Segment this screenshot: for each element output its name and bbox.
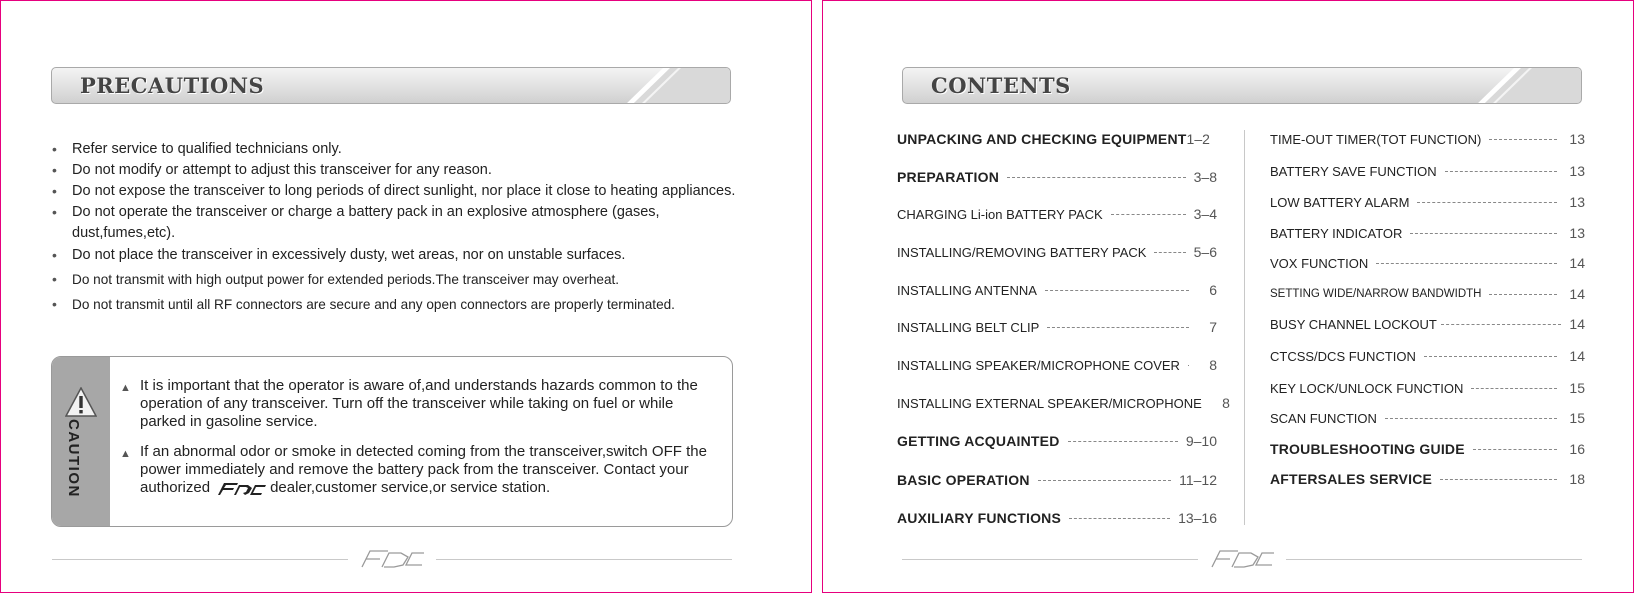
toc-entry-page: 9–10 bbox=[1185, 433, 1217, 449]
fdc-logo-icon bbox=[214, 481, 266, 495]
toc-leader bbox=[1471, 388, 1557, 389]
toc-entry-label: KEY LOCK/UNLOCK FUNCTION bbox=[1270, 380, 1464, 396]
toc-leader bbox=[1417, 202, 1557, 203]
precautions-banner bbox=[51, 67, 731, 104]
precautions-title: PRECAUTIONS bbox=[80, 73, 265, 98]
toc-entry-label: BASIC OPERATION bbox=[897, 472, 1030, 488]
fdc-logo-text: FDC bbox=[214, 481, 217, 483]
toc-entry-label: CHARGING Li-ion BATTERY PACK bbox=[897, 206, 1103, 222]
caution-text-end: Contact your authorized bbox=[140, 461, 689, 496]
toc-entry-label: BUSY CHANNEL LOCKOUT bbox=[1270, 316, 1437, 332]
toc-entry-label: CTCSS/DCS FUNCTION bbox=[1270, 348, 1416, 364]
toc-entry-label: SETTING WIDE/NARROW BANDWIDTH bbox=[1270, 288, 1482, 300]
banner-stripes-decoration bbox=[570, 68, 730, 104]
toc-entry-label: GETTING ACQUAINTED bbox=[897, 433, 1060, 449]
toc-entry[interactable] bbox=[897, 279, 1217, 301]
fdc-footer-logo-icon bbox=[1206, 547, 1282, 569]
toc-entry-label: INSTALLING BELT CLIP bbox=[897, 319, 1040, 335]
toc-entry-label: INSTALLING EXTERNAL SPEAKER/MICROPHONE bbox=[897, 395, 1202, 411]
toc-entry-page: 13 bbox=[1569, 163, 1585, 179]
toc-entry-label: UNPACKING AND CHECKING EQUIPMENT bbox=[897, 131, 1187, 147]
toc-leader bbox=[1069, 518, 1170, 519]
footer-rule-right bbox=[436, 559, 732, 560]
toc-entry-page: 18 bbox=[1569, 471, 1585, 487]
toc-entry-page: 13–16 bbox=[1178, 510, 1217, 526]
toc-entry-page: 3–8 bbox=[1193, 169, 1217, 185]
caution-item-1 bbox=[120, 377, 720, 431]
caution-item-2 bbox=[120, 443, 720, 497]
toc-entry[interactable] bbox=[897, 430, 1217, 452]
toc-entry-page: 15 bbox=[1569, 410, 1585, 426]
toc-leader bbox=[1111, 214, 1186, 215]
toc-leader bbox=[1410, 233, 1557, 234]
toc-entry-page: 14 bbox=[1569, 255, 1585, 271]
caution-box bbox=[51, 356, 733, 527]
toc-entry-page: 3–4 bbox=[1193, 206, 1217, 222]
footer-rule-left bbox=[902, 559, 1198, 560]
toc-entry[interactable] bbox=[1270, 283, 1585, 305]
toc-entry[interactable] bbox=[897, 507, 1217, 529]
toc-entry[interactable] bbox=[1270, 468, 1585, 490]
toc-entry[interactable] bbox=[1270, 222, 1585, 244]
toc-entry[interactable] bbox=[1270, 377, 1585, 399]
toc-entry-page: 5–6 bbox=[1193, 244, 1217, 260]
caution-text: If an abnormal odor or smoke in detected coming from the transceiver,switch OFF the power immediately and remove the battery pack from the transceiver. bbox=[140, 443, 707, 478]
toc-entry-label: BATTERY INDICATOR bbox=[1270, 225, 1403, 241]
toc-entry-label: BATTERY SAVE FUNCTION bbox=[1270, 163, 1437, 179]
toc-entry[interactable] bbox=[1270, 191, 1585, 213]
toc-leader bbox=[1424, 356, 1557, 357]
toc-leader bbox=[1473, 449, 1557, 450]
contents-banner bbox=[902, 67, 1582, 104]
toc-entry[interactable] bbox=[897, 241, 1217, 263]
toc-entry-label: INSTALLING SPEAKER/MICROPHONE COVER bbox=[897, 357, 1180, 373]
toc-leader bbox=[1441, 324, 1561, 325]
triangle-bullet-icon: ▲ bbox=[120, 448, 131, 460]
toc-leader bbox=[1188, 365, 1189, 366]
contents-title: CONTENTS bbox=[931, 73, 1071, 98]
toc-leader bbox=[1154, 252, 1185, 253]
toc-entry[interactable] bbox=[897, 203, 1217, 225]
precaution-item: • Do not transmit until all RF connectors are secure and any open connectors are properly terminated. bbox=[52, 294, 752, 315]
footer-rule-left bbox=[52, 559, 348, 560]
toc-entry-page: 13 bbox=[1569, 225, 1585, 241]
precaution-item: • Do not modify or attempt to adjust this transceiver for any reason. bbox=[52, 160, 752, 181]
precaution-item: • Do not operate the transceiver or charge a battery pack in an explosive atmosphere (gases, dust,fumes,etc). bbox=[52, 202, 752, 244]
toc-entry[interactable] bbox=[1270, 313, 1585, 335]
warning-icon bbox=[65, 387, 97, 417]
banner-stripes-decoration bbox=[1421, 68, 1581, 104]
toc-entry-page: 1–2 bbox=[1186, 131, 1210, 147]
triangle-bullet-icon: ▲ bbox=[120, 382, 131, 394]
toc-entry-page: 16 bbox=[1569, 441, 1585, 457]
toc-entry-page: 14 bbox=[1569, 286, 1585, 302]
toc-entry[interactable] bbox=[1270, 345, 1585, 367]
toc-leader bbox=[1445, 171, 1557, 172]
toc-entry-label: AUXILIARY FUNCTIONS bbox=[897, 510, 1062, 526]
toc-entry[interactable] bbox=[897, 392, 1230, 414]
toc-entry-page: 11–12 bbox=[1179, 472, 1217, 488]
toc-entry-label: INSTALLING ANTENNA bbox=[897, 282, 1037, 298]
precaution-item: • Do not expose the transceiver to long periods of direct sunlight, nor place it close to heating appliances. bbox=[52, 181, 752, 202]
toc-entry[interactable] bbox=[1270, 252, 1585, 274]
toc-entry[interactable] bbox=[1270, 438, 1585, 460]
toc-entry-page: 13 bbox=[1569, 194, 1585, 210]
toc-entry[interactable] bbox=[897, 469, 1217, 491]
toc-entry-label: SCAN FUNCTION bbox=[1270, 410, 1377, 426]
precaution-item: • Do not transmit with high output power for extended periods.The transceiver may overheat. bbox=[52, 269, 752, 290]
caution-label: CAUTION bbox=[65, 419, 82, 498]
toc-leader bbox=[1489, 139, 1557, 140]
toc-entry-page: 6 bbox=[1209, 282, 1217, 298]
toc-entry-page: 7 bbox=[1209, 319, 1217, 335]
footer-rule-right bbox=[1286, 559, 1582, 560]
toc-entry[interactable] bbox=[897, 316, 1217, 338]
fdc-footer-logo-icon bbox=[356, 547, 432, 569]
toc-entry-page: 14 bbox=[1569, 348, 1585, 364]
toc-entry[interactable] bbox=[1270, 128, 1585, 150]
toc-leader bbox=[1007, 177, 1186, 178]
toc-entry[interactable] bbox=[1270, 407, 1585, 429]
caution-text: It is important that the operator is aware of,and understands hazards common to the operation of any transceiver. Turn off the transceiver while taking on fuel or while parked in gasoline service. bbox=[140, 377, 698, 430]
toc-leader bbox=[1376, 263, 1557, 264]
toc-leader bbox=[1385, 418, 1557, 419]
toc-entry-page: 8 bbox=[1222, 395, 1230, 411]
toc-entry[interactable] bbox=[897, 354, 1217, 376]
precaution-item: • Do not place the transceiver in excessively dusty, wet areas, nor on unstable surfaces. bbox=[52, 245, 752, 266]
toc-entry-label: VOX FUNCTION bbox=[1270, 255, 1369, 271]
toc-entry[interactable] bbox=[1270, 160, 1585, 182]
toc-leader bbox=[1038, 480, 1171, 481]
toc-entry-label: TROUBLESHOOTING GUIDE bbox=[1270, 441, 1465, 457]
toc-entry-page: 14 bbox=[1569, 316, 1585, 332]
toc-entry[interactable] bbox=[897, 166, 1217, 188]
toc-entry-page: 8 bbox=[1209, 357, 1217, 373]
toc-entry-label: TIME-OUT TIMER(TOT FUNCTION) bbox=[1270, 131, 1482, 147]
toc-entry-page: 13 bbox=[1569, 131, 1585, 147]
toc-leader bbox=[1045, 290, 1189, 291]
toc-leader bbox=[1047, 327, 1189, 328]
toc-entry-label: INSTALLING/REMOVING BATTERY PACK bbox=[897, 244, 1147, 260]
toc-leader bbox=[1489, 294, 1557, 295]
contents-column-divider bbox=[1244, 130, 1245, 525]
toc-leader bbox=[1068, 441, 1178, 442]
precautions-list bbox=[52, 139, 752, 315]
toc-entry-label: LOW BATTERY ALARM bbox=[1270, 194, 1410, 210]
caution-text-end: dealer,customer service,or service station. bbox=[270, 479, 551, 496]
precaution-item: • Refer service to qualified technicians only. bbox=[52, 139, 752, 160]
toc-entry-page: 15 bbox=[1569, 380, 1585, 396]
toc-entry-label: PREPARATION bbox=[897, 169, 1000, 185]
toc-leader bbox=[1440, 479, 1557, 480]
toc-entry-label: AFTERSALES SERVICE bbox=[1270, 471, 1433, 487]
caution-sidebar bbox=[52, 357, 110, 526]
toc-entry[interactable] bbox=[897, 128, 1217, 150]
